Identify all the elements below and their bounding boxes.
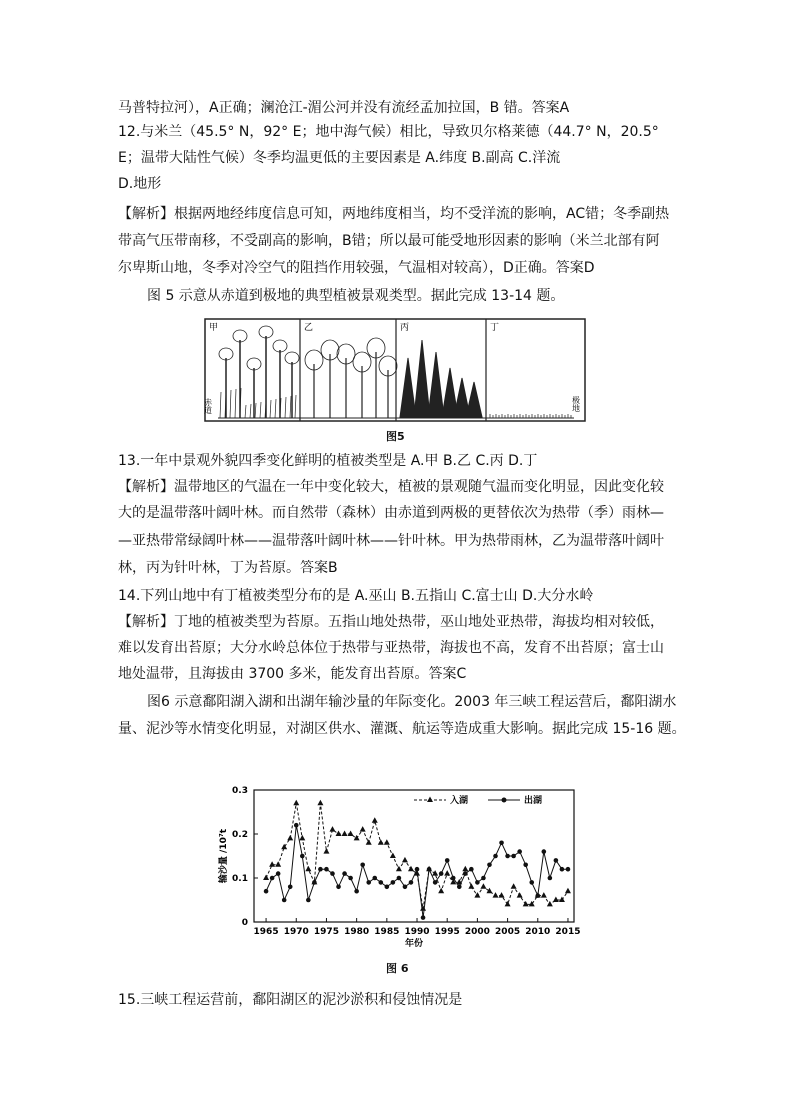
data-point-inflow <box>384 839 390 845</box>
data-point-inflow <box>480 883 486 889</box>
data-point-inflow <box>329 826 335 832</box>
x-tick-label: 1990 <box>404 927 430 937</box>
text-line: 马普特拉河），A正确；澜沧江-湄公河并没有流经孟加拉国，B 错。答案A <box>118 100 570 116</box>
data-point-outflow <box>288 885 293 890</box>
data-point-inflow <box>547 901 553 907</box>
text-line: 【解析】丁地的植被类型为苔原。五指山地处热带，巫山地处亚热带，海拔均相对较低， <box>118 614 664 630</box>
x-tick-label: 2000 <box>464 927 490 937</box>
data-point-outflow <box>560 867 565 872</box>
data-point-outflow <box>523 863 528 868</box>
data-point-inflow <box>511 883 517 889</box>
data-point-inflow <box>517 892 523 898</box>
data-point-outflow <box>342 871 347 876</box>
y-tick-label: 0 <box>241 918 248 928</box>
data-point-inflow <box>378 839 384 845</box>
data-point-inflow <box>559 897 565 903</box>
text-line: 难以发育出苔原；大分水岭总体位于热带与亚热带，海拔也不高，发育不出苔原；富士山 <box>118 640 664 656</box>
x-tick-label: 2015 <box>555 927 581 937</box>
data-point-inflow <box>468 883 474 889</box>
x-tick-label: 2010 <box>525 927 551 937</box>
text-line: 尔卑斯山地，冬季对冷空气的阻挡作用较强，气温相对较高），D正确。答案D <box>118 260 595 276</box>
x-tick-label: 1980 <box>344 927 370 937</box>
data-point-outflow <box>276 871 281 876</box>
data-point-outflow <box>469 867 474 872</box>
data-point-inflow <box>438 888 444 894</box>
data-point-inflow <box>299 835 305 841</box>
data-point-outflow <box>505 854 510 859</box>
text-line: 图 5 示意从赤道到极地的典型植被景观类型。据此完成 13-14 题。 <box>147 288 565 304</box>
data-point-inflow <box>553 897 559 903</box>
data-point-inflow <box>287 835 293 841</box>
text-line: 【解析】温带地区的气温在一年中变化较大，植被的景观随气温而变化明显，因此变化较 <box>118 479 664 495</box>
data-point-inflow <box>342 831 348 837</box>
data-point-outflow <box>548 876 553 881</box>
data-point-inflow <box>323 848 329 854</box>
data-point-outflow <box>270 876 275 881</box>
x-tick-label: 2005 <box>495 927 521 937</box>
data-point-outflow <box>366 880 371 885</box>
data-point-outflow <box>354 889 359 894</box>
text-line: —亚热带常绿阔叶林——温带落叶阔叶林——针叶林。甲为热带雨林，乙为温带落叶阔叶 <box>118 533 664 549</box>
data-point-inflow <box>354 835 360 841</box>
data-point-inflow <box>462 866 468 872</box>
data-point-outflow <box>330 871 335 876</box>
figure5-vegetation-diagram <box>204 318 586 422</box>
text-line: 【解析】根据两地经纬度信息可知，两地纬度相当，均不受洋流的影响，AC错；冬季副热 <box>118 206 670 222</box>
legend-marker-outflow <box>502 798 507 803</box>
text-line: D.地形 <box>118 176 162 192</box>
data-point-outflow <box>294 823 299 828</box>
data-point-outflow <box>372 876 377 881</box>
panel-label-yi: 乙 <box>304 323 314 333</box>
data-point-inflow <box>432 870 438 876</box>
data-point-outflow <box>481 876 486 881</box>
text-line: 林，丙为针叶林，丁为苔原。答案B <box>118 560 338 576</box>
panel-label-jia: 甲 <box>209 323 219 333</box>
data-point-outflow <box>542 849 547 854</box>
pole-label: 极地 <box>571 396 581 412</box>
data-point-outflow <box>445 858 450 863</box>
data-point-inflow <box>317 800 323 806</box>
data-point-outflow <box>348 876 353 881</box>
data-point-outflow <box>535 893 540 898</box>
data-point-outflow <box>457 885 462 890</box>
data-point-inflow <box>420 905 426 911</box>
data-point-outflow <box>499 841 504 846</box>
equator-label: 赤道 <box>204 398 213 414</box>
data-point-inflow <box>390 853 396 859</box>
data-point-outflow <box>463 871 468 876</box>
x-tick-label: 1965 <box>253 927 279 937</box>
text-line: 带高气压带南移，不受副高的影响，B错；所以最可能受地形因素的影响（米兰北部有阿 <box>118 233 660 249</box>
data-point-inflow <box>336 831 342 837</box>
data-point-outflow <box>511 854 516 859</box>
data-point-outflow <box>439 871 444 876</box>
figure5-caption: 图5 <box>386 430 405 443</box>
data-point-inflow <box>263 875 269 881</box>
data-point-outflow <box>264 889 269 894</box>
data-point-outflow <box>554 858 559 863</box>
data-point-inflow <box>293 800 299 806</box>
data-point-inflow <box>275 861 281 867</box>
data-point-inflow <box>541 892 547 898</box>
data-point-outflow <box>475 880 480 885</box>
y-tick-label: 0.1 <box>232 874 248 884</box>
data-point-outflow <box>566 867 571 872</box>
text-line: 13.一年中景观外貌四季变化鲜明的植被类型是 A.甲 B.乙 C.丙 D.丁 <box>118 453 538 469</box>
data-point-inflow <box>402 857 408 863</box>
data-point-outflow <box>324 867 329 872</box>
data-point-inflow <box>372 817 378 823</box>
data-point-inflow <box>505 901 511 907</box>
text-line: 15.三峡工程运营前，鄱阳湖区的泥沙淤积和侵蚀情况是 <box>118 992 463 1008</box>
data-point-outflow <box>427 867 432 872</box>
data-point-outflow <box>360 863 365 868</box>
data-point-outflow <box>529 880 534 885</box>
data-point-inflow <box>396 866 402 872</box>
data-point-inflow <box>493 892 499 898</box>
data-point-outflow <box>318 867 323 872</box>
x-tick-label: 1985 <box>374 927 400 937</box>
data-point-inflow <box>360 826 366 832</box>
figure6-sediment-chart <box>214 780 586 952</box>
data-point-outflow <box>451 876 456 881</box>
data-point-inflow <box>269 861 275 867</box>
series-line-inflow <box>266 803 568 909</box>
data-point-inflow <box>408 866 414 872</box>
data-point-outflow <box>493 854 498 859</box>
data-point-outflow <box>378 880 383 885</box>
data-point-outflow <box>300 854 305 859</box>
data-point-outflow <box>421 915 426 920</box>
y-tick-label: 0.2 <box>232 830 248 840</box>
data-point-outflow <box>415 867 420 872</box>
data-point-inflow <box>565 888 571 894</box>
data-point-outflow <box>312 880 317 885</box>
data-point-outflow <box>517 849 522 854</box>
x-axis-label: 年份 <box>404 939 424 949</box>
x-tick-label: 1975 <box>313 927 339 937</box>
text-line: 量、泥沙等水情变化明显，对湖区供水、灌溉、航运等造成重大影响。据此完成 15-16 题。 <box>118 721 686 737</box>
data-point-outflow <box>409 880 414 885</box>
legend-label-inflow: 入湖 <box>450 796 469 806</box>
text-line: 14.下列山地中有丁植被类型分布的是 A.巫山 B.五指山 C.富士山 D.大分水岭 <box>118 588 594 604</box>
data-point-outflow <box>306 898 311 903</box>
data-point-inflow <box>366 839 372 845</box>
data-point-inflow <box>499 892 505 898</box>
y-axis-label: 输沙量 /10⁷t <box>219 828 229 884</box>
data-point-outflow <box>487 863 492 868</box>
data-point-outflow <box>385 885 390 890</box>
data-point-outflow <box>433 880 438 885</box>
data-point-inflow <box>523 901 529 907</box>
data-point-inflow <box>305 866 311 872</box>
text-line: 图6 示意鄱阳湖入湖和出湖年输沙量的年际变化。2003 年三峡工程运营后，鄱阳湖水 <box>147 694 677 710</box>
text-line: 大的是温带落叶阔叶林。而自然带（森林）由赤道到两极的更替依次为热带（季）雨林— <box>118 505 664 521</box>
data-point-outflow <box>397 876 402 881</box>
text-line: 地处温带，且海拔由 3700 多米，能发育出苔原。答案C <box>118 666 467 682</box>
data-point-outflow <box>282 898 287 903</box>
data-point-outflow <box>391 880 396 885</box>
legend-label-outflow: 出湖 <box>524 796 543 806</box>
x-tick-label: 1970 <box>283 927 309 937</box>
text-line: 12.与米兰（45.5° N，92° E；地中海气候）相比，导致贝尔格莱德（44.7° N，20.5° <box>118 124 659 140</box>
legend-marker-inflow <box>427 797 433 803</box>
text-line: E；温带大陆性气候）冬季均温更低的主要因素是 A.纬度 B.副高 C.洋流 <box>118 150 561 166</box>
panel-label-ding: 丁 <box>490 323 500 333</box>
data-point-inflow <box>486 888 492 894</box>
x-tick-label: 1995 <box>434 927 460 937</box>
data-point-inflow <box>348 831 354 837</box>
figure6-caption: 图 6 <box>386 962 409 975</box>
panel-label-bing: 丙 <box>400 323 410 333</box>
y-tick-label: 0.3 <box>232 786 248 796</box>
data-point-outflow <box>403 885 408 890</box>
data-point-outflow <box>336 885 341 890</box>
data-point-inflow <box>444 870 450 876</box>
